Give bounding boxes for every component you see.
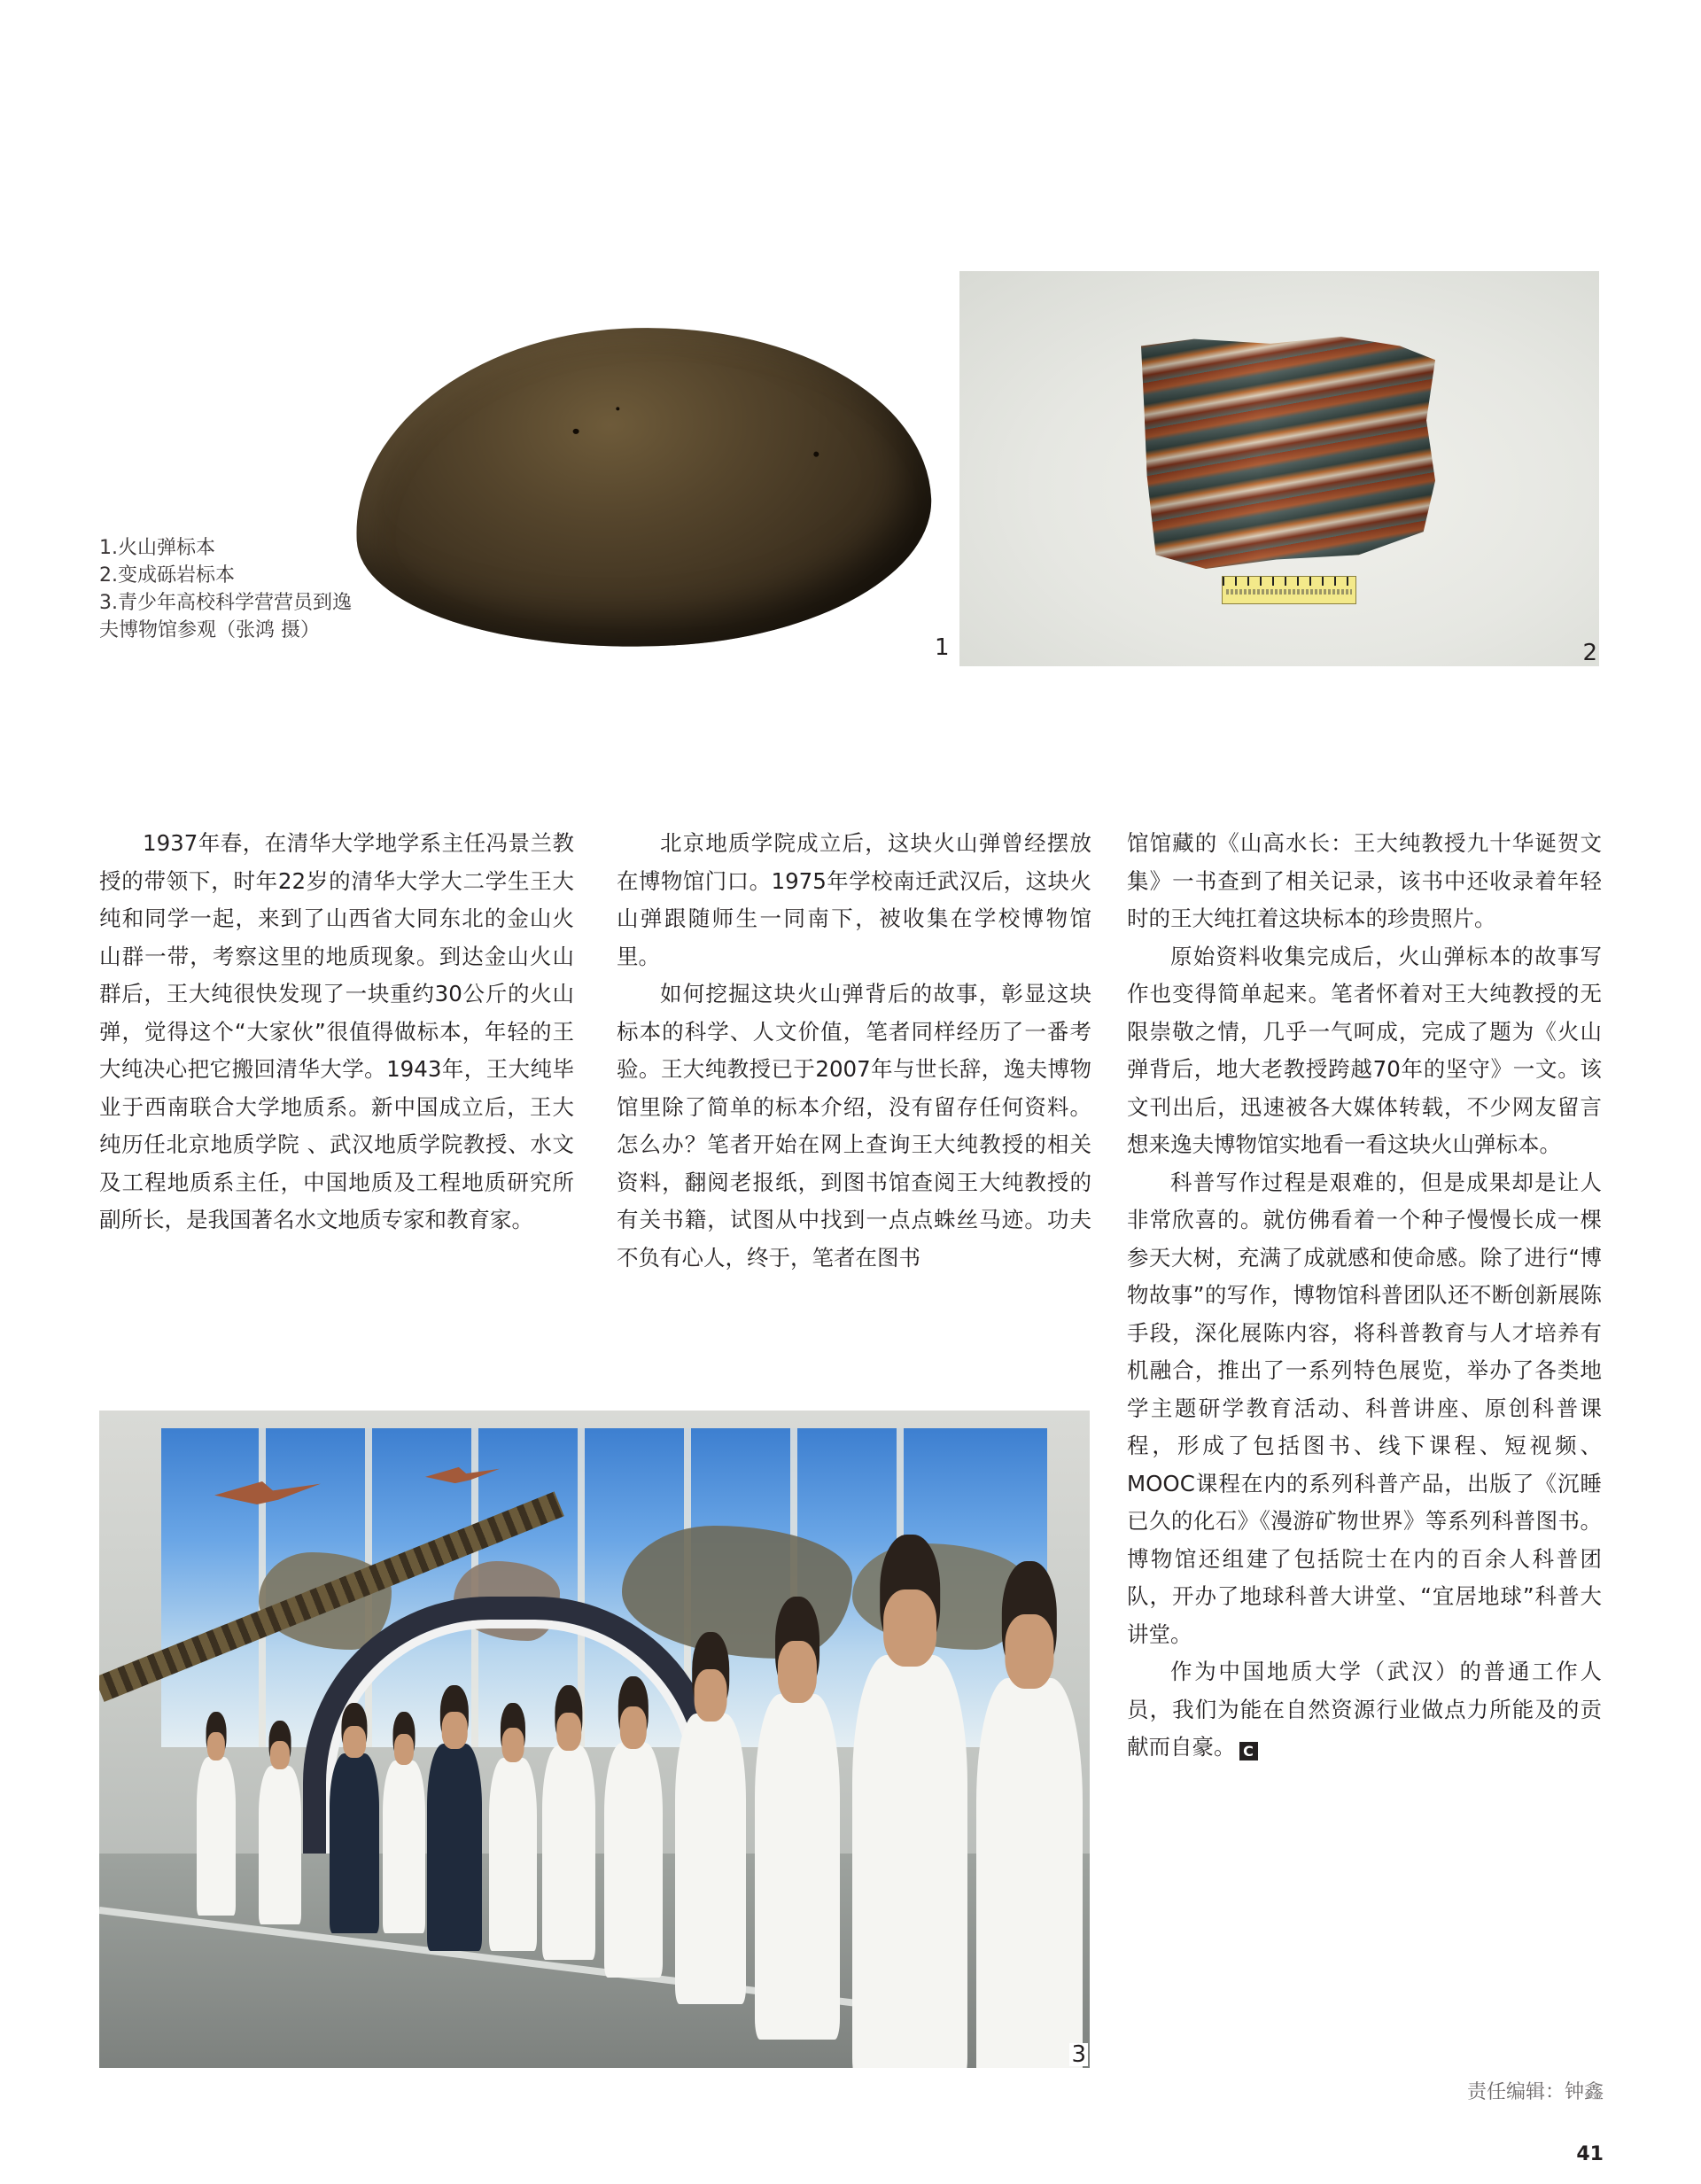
figure-number-3: 3 (1071, 2041, 1086, 2068)
end-mark-icon: C (1239, 1742, 1258, 1760)
caption-line: 2.变成砾岩标本 (99, 564, 235, 587)
article-column-2 (617, 825, 1091, 1277)
caption-line: 夫博物馆参观（张鸿 摄） (99, 619, 320, 641)
paragraph: 如何挖掘这块火山弹背后的故事，彰显这块标本的科学、人文价值，笔者同样经历了一番考验。王大纯教授已于2007年与世长辞，逸夫博物馆里除了简单的标本介绍，没有留存任何资料。怎么办？笔者开始在网上查询王大纯教授的相关资料，翻阅老报纸，到图书馆查阅王大纯教授的有关书籍，试图从中找到一点点蛛丝马迹。功夫不负有心人，终于，笔者在图书 (617, 981, 1091, 1271)
photo-museum-visit (99, 1411, 1090, 2068)
article-column-3 (1127, 825, 1602, 1767)
paragraph-final (1127, 1653, 1602, 1767)
scale-bar (1222, 576, 1356, 604)
paragraph-text: 作为中国地质大学（武汉）的普通工作人员，我们为能在自然资源行业做点力所能及的贡献而自豪。 (1127, 1659, 1602, 1760)
paragraph: 科普写作过程是艰难的，但是成果却是让人非常欣喜的。就仿佛看着一个种子慢慢长成一棵参天大树，充满了成就感和使命感。除了进行“博物故事”的写作，博物馆科普团队还不断创新展陈手段，深化展陈内容，将科普教育与人才培养有机融合，推出了一系列特色展览，举办了各类地学主题研学教育活动、科普讲座、原创科普课程，形成了包括图书、线下课程、短视频、MOOC课程在内的系列科普产品，出版了《沉睡已久的化石》《漫游矿物世界》等系列科普图书。博物馆还组建了包括院士在内的百余人科普团队，开办了地球科普大讲堂、“宜居地球”科普大讲堂。 (1127, 1169, 1602, 1647)
photo-metaconglomerate (959, 271, 1599, 666)
article-column-1 (99, 825, 574, 1240)
caption-line: 1.火山弹标本 (99, 537, 215, 559)
paragraph: 原始资料收集完成后，火山弹标本的故事写作也变得简单起来。笔者怀着对王大纯教授的无限崇敬之情，几乎一气呵成，完成了题为《火山弹背后，地大老教授跨越70年的坚守》一文。该文刊出后，迅速被各大媒体转载，不少网友留言想来逸夫博物馆实地看一看这块火山弹标本。 (1127, 943, 1602, 1157)
figure-caption (99, 534, 427, 644)
paragraph: 馆馆藏的《山高水长：王大纯教授九十华诞贺文集》一书查到了相关记录，该书中还收录着年轻时的王大纯扛着这块标本的珍贵照片。 (1127, 830, 1602, 931)
figure-number-2: 2 (1582, 640, 1597, 666)
figure-number-1: 1 (935, 634, 950, 661)
paragraph: 1937年春，在清华大学地学系主任冯景兰教授的带领下，时年22岁的清华大学大二学生王大纯和同学一起，来到了山西省大同东北的金山火山群一带，考察这里的地质现象。到达金山火山群后，王大纯很快发现了一块重约30公斤的火山弹，觉得这个“大家伙”很值得做标本，年轻的王大纯决心把它搬回清华大学。1943年，王大纯毕业于西南联合大学地质系。新中国成立后，王大纯历任北京地质学院 、武汉地质学院教授、水文及工程地质系主任，中国地质及工程地质研究所副所长，是我国著名水文地质专家和教育家。 (99, 830, 574, 1232)
photo-volcanic-bomb (346, 313, 938, 662)
page-number: 41 (1576, 2143, 1604, 2165)
paragraph: 北京地质学院成立后，这块火山弹曾经摆放在博物馆门口。1975年学校南迁武汉后，这块火山弹跟随师生一同南下，被收集在学校博物馆里。 (617, 830, 1091, 969)
caption-line: 3.青少年高校科学营营员到逸 (99, 592, 352, 614)
editor-credit: 责任编辑：钟鑫 (1466, 2081, 1604, 2103)
